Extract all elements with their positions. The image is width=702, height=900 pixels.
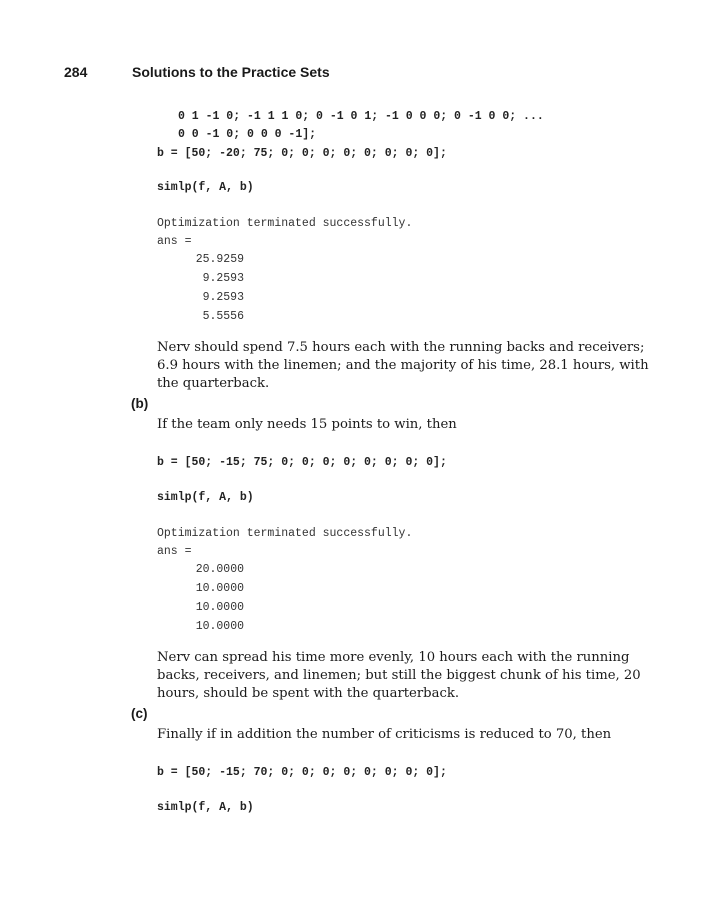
output-message-b: Optimization terminated successfully.: [157, 527, 413, 540]
output-values-a: [186, 250, 244, 326]
paragraph-a-conclusion: Nerv should spend 7.5 hours each with the running backs and receivers; 6.9 hours with the linemen; and the majority of his time, 28.1 hours, with the quarterback.: [157, 340, 649, 391]
ans-value: 5.5556: [202, 310, 244, 323]
output-ans-label-b: ans =: [157, 545, 192, 558]
code-b-vector-b: b = [50; -15; 75; 0; 0; 0; 0; 0; 0; 0; 0];: [157, 456, 447, 469]
ans-value: 10.0000: [195, 582, 244, 595]
part-c-label: (c): [131, 706, 148, 721]
paragraph-b-conclusion: Nerv can spread his time more evenly, 10 hours each with the running backs, receivers, and linemen; but still the biggest chunk of his time, 20 hours, should be spent with the quarterback.: [157, 650, 641, 701]
ans-value: 9.2593: [202, 291, 244, 304]
page-number: 284: [64, 64, 88, 80]
ans-value: 20.0000: [195, 563, 244, 576]
ans-value: 25.9259: [195, 253, 244, 266]
paragraph-c-intro: Finally if in addition the number of criticisms is reduced to 70, then: [157, 727, 612, 742]
code-matrix-line-1: 0 1 -1 0; -1 1 1 0; 0 -1 0 1; -1 0 0 0; 0 -1 0 0; ...: [178, 110, 544, 123]
code-b-vector-a: b = [50; -20; 75; 0; 0; 0; 0; 0; 0; 0; 0];: [157, 147, 447, 160]
ans-value: 10.0000: [195, 601, 244, 614]
code-simlp-b: simlp(f, A, b): [157, 491, 254, 504]
ans-value: 9.2593: [202, 272, 244, 285]
output-values-b: [186, 560, 244, 636]
code-matrix-line-2: 0 0 -1 0; 0 0 0 -1];: [178, 128, 317, 141]
paragraph-b-intro: If the team only needs 15 points to win, then: [157, 417, 457, 432]
code-simlp-a: simlp(f, A, b): [157, 181, 254, 194]
code-b-vector-c: b = [50; -15; 70; 0; 0; 0; 0; 0; 0; 0; 0];: [157, 766, 447, 779]
part-b-label: (b): [131, 396, 149, 411]
output-message-a: Optimization terminated successfully.: [157, 217, 413, 230]
running-title: Solutions to the Practice Sets: [132, 64, 330, 80]
output-ans-label-a: ans =: [157, 235, 192, 248]
ans-value: 10.0000: [195, 620, 244, 633]
code-simlp-c: simlp(f, A, b): [157, 801, 254, 814]
